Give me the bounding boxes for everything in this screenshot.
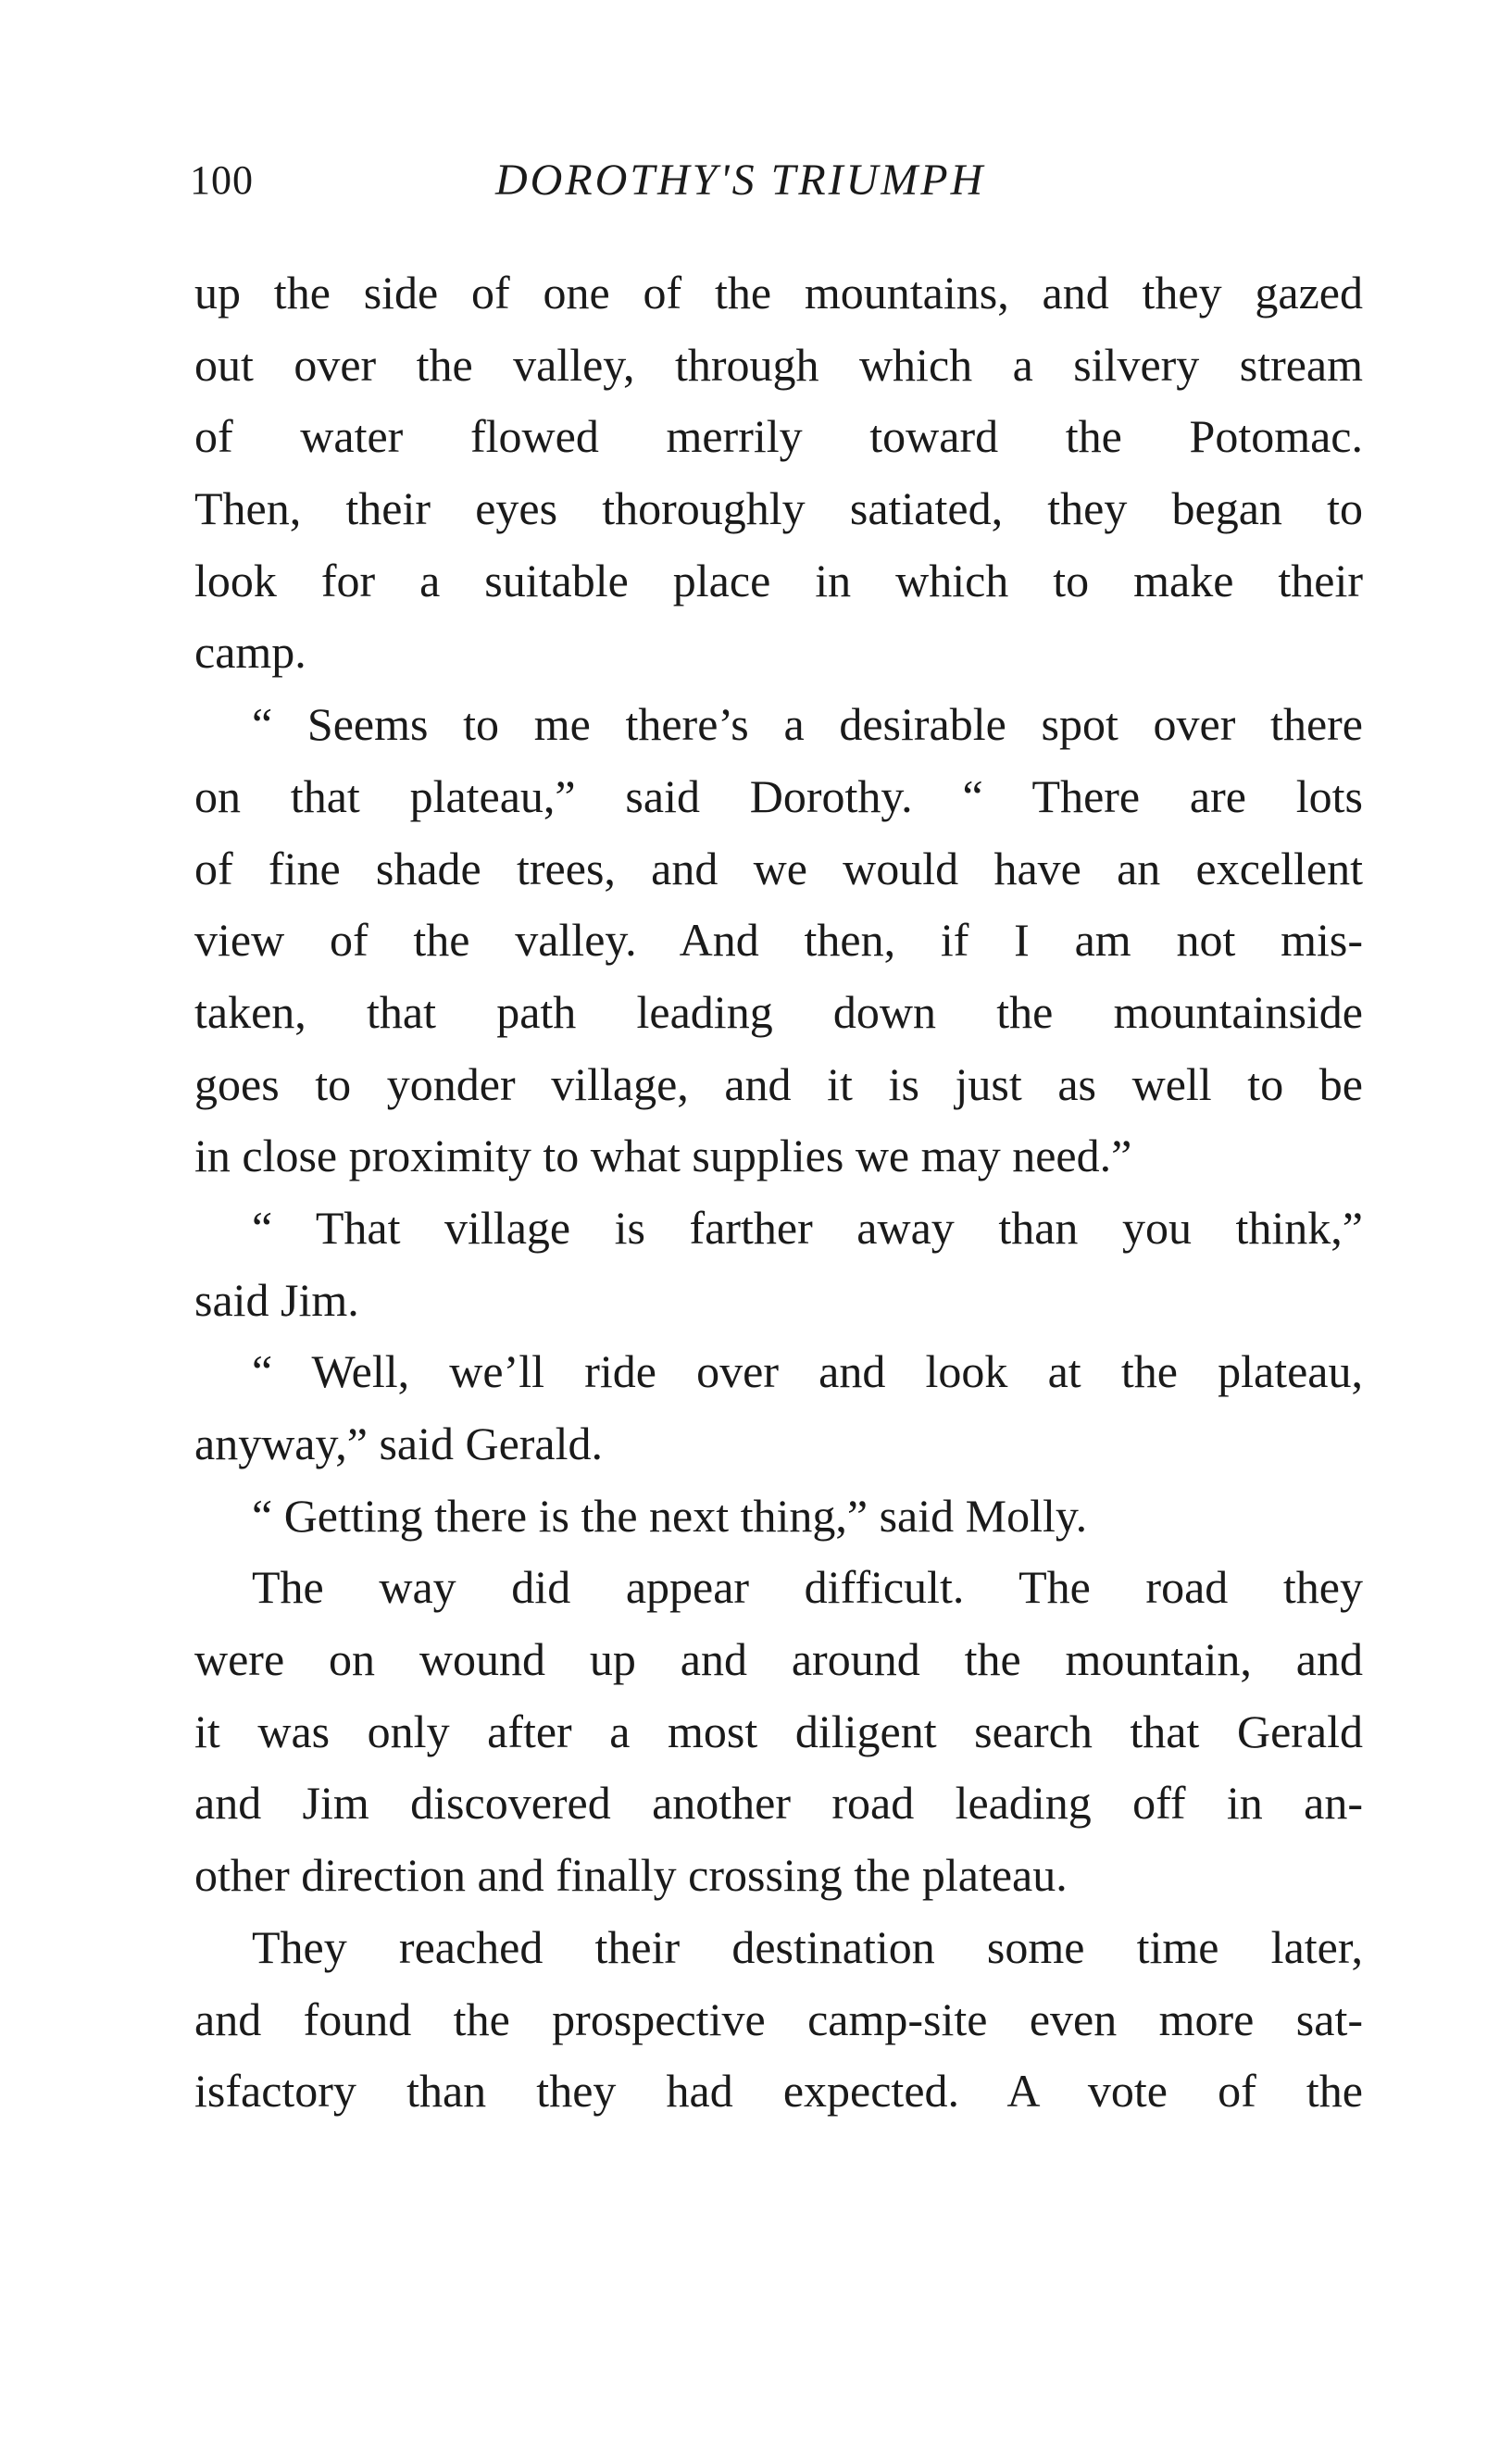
text-line: in close proximity to what supplies we may need.” (194, 1130, 1132, 1182)
text-line: other direction and finally crossing the plateau. (194, 1849, 1068, 1902)
text-line: said Jim. (194, 1273, 359, 1326)
text-line: taken, that path leading down the mountainside (194, 985, 1363, 1038)
text-line: “ Well, we’ll ride over and look at the plateau, (252, 1345, 1363, 1398)
running-head (190, 148, 1361, 213)
text-line: camp. (194, 626, 306, 679)
text-line: on that plateau,” said Dorothy. “ There are lots (194, 769, 1363, 822)
text-line: “ That village is farther away than you think,” (252, 1201, 1363, 1254)
text-line: isfactory than they had expected. A vote of the (194, 2065, 1363, 2118)
text-line: were on wound up and around the mountain, and (194, 1633, 1363, 1686)
page-number: 100 (190, 157, 254, 203)
running-title: DOROTHY'S TRIUMPH (495, 156, 986, 205)
text-line: and found the prospective camp-site even more sat- (194, 1993, 1363, 2045)
text-line: anyway,” said Gerald. (194, 1418, 604, 1469)
text-line: goes to yonder village, and it is just as well to be (194, 1057, 1363, 1110)
text-line: “ Getting there is the next thing,” said Molly. (252, 1489, 1088, 1542)
text-line: Then, their eyes thoroughly satiated, they began to (194, 482, 1363, 535)
text-line: out over the valley, through which a silvery stream (194, 338, 1363, 391)
body-text (194, 257, 1363, 2128)
text-line: and Jim discovered another road leading off in an- (194, 1777, 1363, 1830)
text-line: up the side of one of the mountains, and they gazed (194, 267, 1363, 319)
text-line: of fine shade trees, and we would have an excellent (194, 842, 1363, 894)
text-line: They reached their destination some time later, (252, 1920, 1363, 1973)
text-line: it was only after a most diligent search that Gerald (194, 1705, 1363, 1757)
text-line: of water flowed merrily toward the Potomac. (194, 410, 1363, 463)
text-line: “ Seems to me there’s a desirable spot over there (252, 698, 1363, 751)
text-line: view of the valley. And then, if I am not mis- (194, 914, 1363, 967)
text-line: look for a suitable place in which to make their (194, 554, 1363, 606)
text-line: The way did appear difficult. The road they (252, 1561, 1363, 1614)
